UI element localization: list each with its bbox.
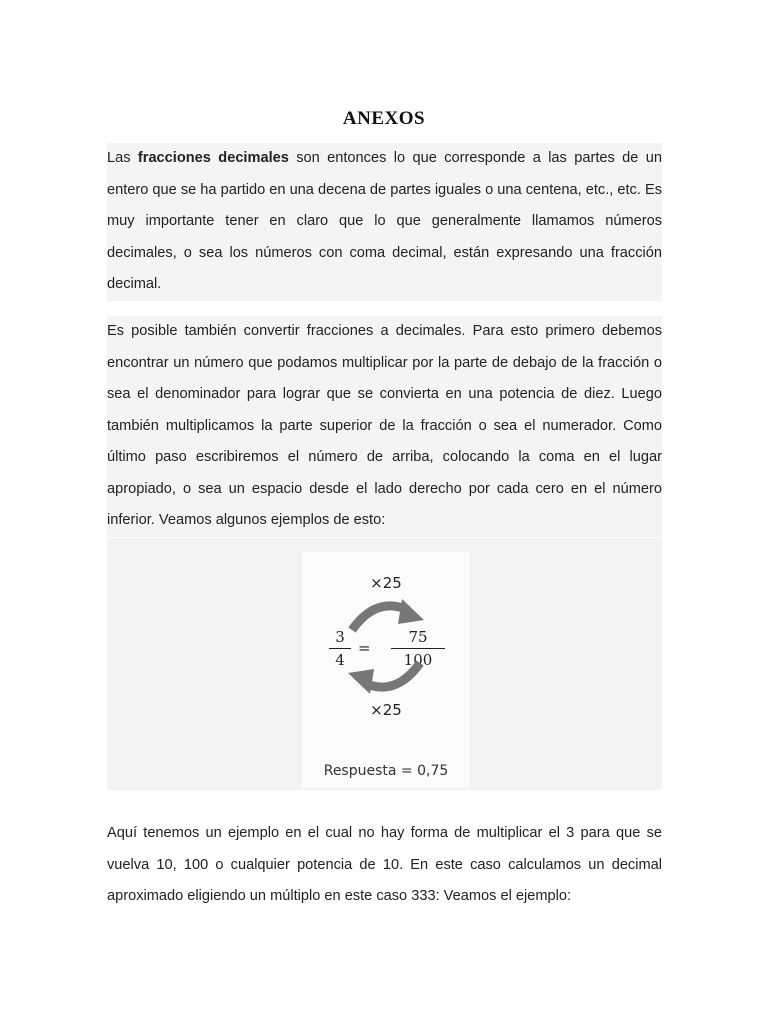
right-numerator: 75 xyxy=(408,628,428,646)
left-denominator: 4 xyxy=(329,648,351,669)
page-title: ANEXOS xyxy=(342,108,426,129)
paragraph-conversion: Es posible también convertir fracciones a decimales. Para esto primero debemos encontrar un número que podamos multiplicar por la parte de debajo de la fracción o sea el denominador para lograr que se convierta en una potencia de diez. Luego también multiplicamos la parte superior de la fracción o sea el numerador. Como último paso escribiremos el número de arriba, colocando la coma en el lugar apropiado, o sea un espacio desde el lado derecho por cada cero en el número inferior. Veamos algunos ejemplos de esto: xyxy=(107,316,662,537)
curved-arrow-left-icon xyxy=(346,659,426,699)
intro-lead: Las xyxy=(107,150,138,166)
left-numerator: 3 xyxy=(335,628,345,646)
multiplier-top: ×25 xyxy=(370,574,402,592)
answer-text: Respuesta = 0,75 xyxy=(323,763,449,779)
fraction-diagram xyxy=(302,552,470,788)
right-denominator: 100 xyxy=(391,648,445,669)
multiplier-bottom: ×25 xyxy=(370,701,402,719)
intro-rest: son entonces lo que corresponde a las partes de un entero que se ha partido en una decena de partes iguales o una centena, etc., etc. Es muy importante tener en claro que lo que generalmente llamamos números decimales, o sea los números con coma decimal, están expresando una fracción decimal. xyxy=(107,150,662,292)
paragraph-intro xyxy=(107,143,662,301)
intro-bold-term: fracciones decimales xyxy=(137,150,289,166)
equals-sign: = xyxy=(358,639,371,657)
example-figure xyxy=(107,538,662,790)
paragraph-example: Aquí tenemos un ejemplo en el cual no hay forma de multiplicar el 3 para que se vuelva 10, 100 o cualquier potencia de 10. En este caso calculamos un decimal aproximado eligiendo un múltiplo en este caso 333: Veamos el ejemplo: xyxy=(107,825,662,904)
